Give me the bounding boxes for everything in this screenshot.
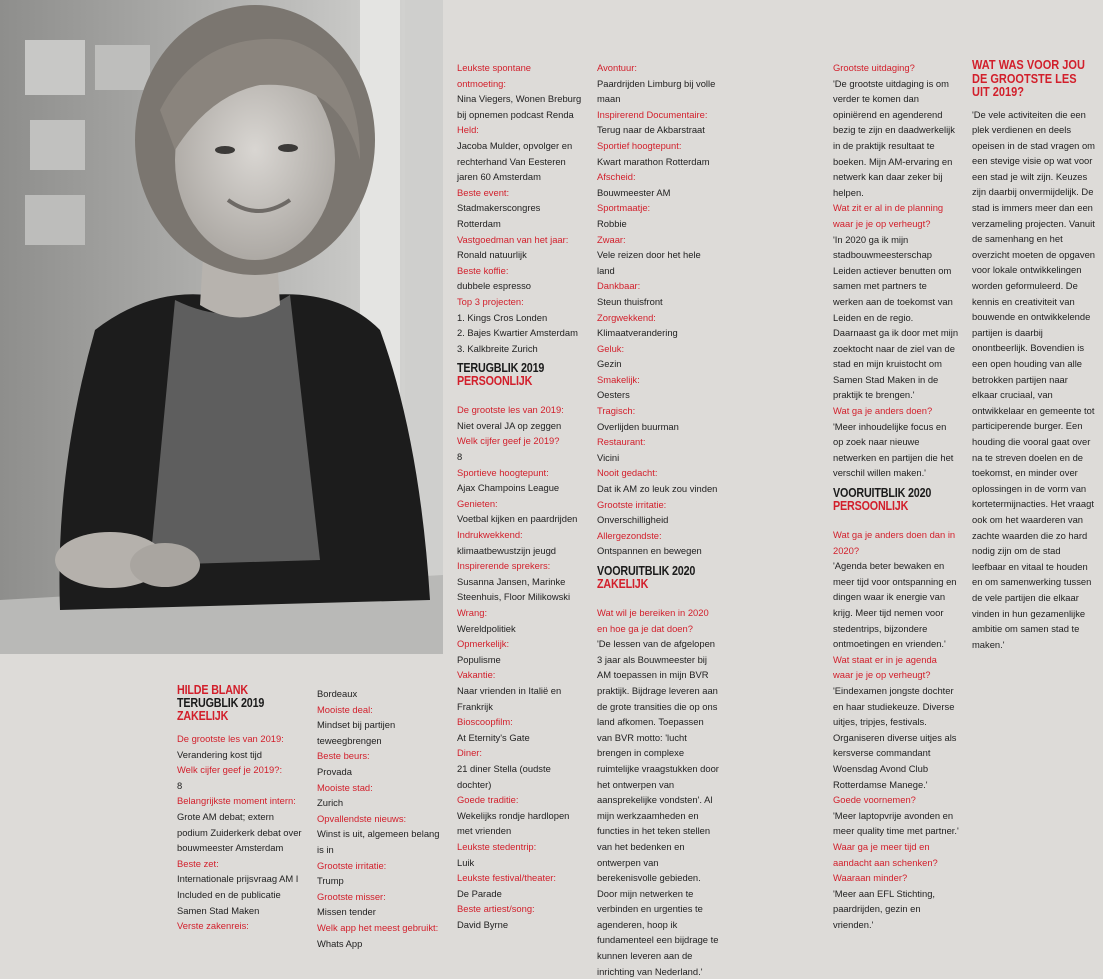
question-label: Mooiste deal:	[317, 703, 373, 715]
question-label: De grootste les van 2019:	[177, 733, 284, 744]
answer-text: Steun thuisfront	[597, 295, 663, 307]
answer-text: 'Agenda beter bewaken en meer tijd voor ontspanning en dingen waar ik energie van krijg. Meer tijd nemen voor stedentrips, bijzondere ontmoetingen en vrienden.'	[833, 560, 957, 650]
column-3-items-bottom	[457, 402, 582, 932]
answer-text: Bouwmeester AM	[597, 186, 671, 198]
question-label: Grootste irritatie:	[317, 859, 387, 871]
question-label: Welk app het meest gebruikt:	[317, 921, 439, 933]
answer-text: klimaatbewustzijn jeugd	[457, 544, 557, 556]
answer-text: Trump	[317, 875, 344, 887]
answer-text: 'Meer aan EFL Stichting, paardrijden, gezin en vrienden.'	[833, 887, 936, 930]
question-label: Diner:	[457, 747, 483, 759]
column-2	[317, 686, 445, 951]
answer-text: 8	[457, 451, 463, 463]
column-5	[833, 60, 959, 932]
lead-answer: Bordeaux	[317, 688, 358, 699]
question-label: Smakelijk:	[597, 373, 640, 385]
answer-text: Naar vrienden in Italië en Frankrijk	[457, 684, 562, 712]
question-label: Wat ga je anders doen dan in 2020?	[833, 529, 956, 556]
question-label: Leukste stedentrip:	[457, 840, 537, 852]
section-title: VOORUITBLIK 2020	[597, 564, 696, 578]
question-label: Verste zakenreis:	[177, 920, 249, 932]
answer-text: Niet overal JA op zeggen	[457, 419, 562, 431]
answer-text: Kwart marathon Rotterdam	[597, 155, 710, 167]
answer-text: Paardrijden Limburg bij volle maan	[597, 77, 716, 105]
question-label: Sportmaatje:	[597, 202, 651, 214]
answer-text: Susanna Jansen, Marinke Steenhuis, Floor Milikowski	[457, 575, 571, 603]
answer-text: Whats App	[317, 937, 363, 949]
question-label: Allergezondste:	[597, 529, 662, 541]
section-vooruitblik-persoonlijk	[833, 487, 959, 513]
section-title: TERUGBLIK 2019	[457, 361, 545, 376]
answer-text: Ajax Champoins League	[457, 482, 560, 494]
section-subtitle: PERSOONLIJK	[833, 499, 909, 514]
question-label: Opvallendste nieuws:	[317, 812, 407, 824]
question-label: Indrukwekkend:	[457, 529, 523, 541]
answer-text: At Eternity's Gate	[457, 731, 530, 743]
portrait-illustration	[0, 0, 443, 654]
answer-text: 21 diner Stella (oudste dochter)	[457, 762, 551, 790]
answer-text: 'De grootste uitdaging is om verder te komen dan opiniërend en agenderend bezig te zijn en daadwerkelijk in de praktijk resultaat te boeken. Mijn AM-ervaring en netwerk kan daar zeker bij helpen.	[833, 77, 955, 198]
answer-text: Verandering kost tijd	[177, 748, 262, 760]
answer-text: Luik	[457, 856, 475, 868]
answer-text: Mindset bij partijen teweegbrengen	[317, 719, 396, 746]
column-1-header	[177, 684, 302, 723]
answer-text: dubbele espresso	[457, 280, 532, 292]
question-label: Grootste misser:	[317, 890, 386, 902]
answer-line: 1. Kings Cros Londen	[457, 311, 548, 323]
question-label: Bioscoopfilm:	[457, 716, 513, 728]
question-label: Belangrijkste moment intern:	[177, 795, 296, 807]
answer-text: 'Meer laptopvrije avonden en meer quality time met partner.'	[833, 809, 959, 837]
answer-text: 'Eindexamen jongste dochter en haar studiekeuze. Diverse uitjes, tripjes, festivals. Organiseren diverse uitjes als kersverse commandant Woensdag Avond Club Rotterdamse Manege.'	[833, 684, 957, 790]
column-5-items-top	[833, 60, 959, 481]
answer-text: Ronald natuurlijk	[457, 249, 527, 261]
question-label: Wat ga je anders doen?	[833, 405, 933, 417]
column-3-items-top	[457, 60, 582, 356]
answer-text: Winst is uit, algemeen belang is in	[317, 828, 440, 855]
question-label: Geluk:	[597, 342, 625, 354]
answer-text: Voetbal kijken en paardrijden	[457, 513, 578, 525]
answer-text: Ontspannen en bewegen	[597, 545, 702, 557]
answer-text: Overlijden buurman	[597, 420, 679, 432]
question-label: Top 3 projecten:	[457, 295, 524, 307]
answer-text: 'Meer inhoudelijke focus en op zoek naar nieuwe netwerken en partijen die het verschil willen maken.'	[833, 420, 954, 479]
question-label: Wrang:	[457, 607, 488, 618]
question-label: Welk cijfer geef je 2019?:	[177, 764, 283, 776]
question-label: Beste beurs:	[317, 750, 370, 762]
question-label: Restaurant:	[597, 436, 646, 448]
header-zakelijk: ZAKELIJK	[177, 709, 229, 723]
section-subtitle: ZAKELIJK	[597, 577, 649, 591]
question-label: Inspirerende sprekers:	[457, 560, 551, 572]
answer-text: 8	[177, 779, 183, 791]
question-label: Wat zit er al in de planning waar je je op verheugt?	[833, 202, 944, 229]
section-vooruitblik-zakelijk	[597, 565, 721, 591]
question-label: Goede traditie:	[457, 794, 519, 806]
question-label: Waar ga je meer tijd en aandacht aan schenken? Waaraan minder?	[833, 840, 938, 884]
answer-text: Gezin	[597, 358, 622, 370]
question-label: Mooiste stad:	[317, 781, 373, 793]
answer-text: Jacoba Mulder, opvolger en rechterhand Van Eesteren jaren 60 Amsterdam	[457, 139, 573, 183]
question-label: Tragisch:	[597, 405, 636, 417]
column-4-items-top	[597, 60, 721, 559]
column-4	[597, 60, 721, 979]
column-5-items-bottom	[833, 527, 959, 932]
question-label: Genieten:	[457, 497, 498, 509]
question-label: Sportieve hoogtepunt:	[457, 466, 549, 478]
person-name: HILDE BLANK	[177, 683, 248, 697]
question-label: Sportief hoogtepunt:	[597, 139, 682, 151]
portrait-photo	[0, 0, 443, 654]
question-label: Wat staat er in je agenda waar je je op verheugt?	[833, 653, 937, 681]
answer-text: Stadmakerscongres Rotterdam	[457, 202, 541, 229]
question-label: De grootste les van 2019:	[457, 404, 564, 416]
question-label: Grootste irritatie:	[597, 498, 667, 510]
question-label: Grootste uitdaging?	[833, 62, 915, 73]
header-terugblik: TERUGBLIK 2019	[177, 696, 265, 710]
answer-text: Vicini	[597, 451, 620, 463]
question-label: Zwaar:	[597, 233, 626, 245]
question-label: Beste event:	[457, 186, 510, 198]
section-title: VOORUITBLIK 2020	[833, 486, 932, 501]
answer-text: 'De lessen van de afgelopen 3 jaar als Bouwmeester bij AM toepassen in mijn BVR praktijk. Bijdrage leveren aan de grote transities die op ons land afkomen. Toepassen van BVR motto: 'lucht brengen in complexe ruimtelijke vraagstukken door het ontwerpen van aansprekelijke vondsten'. Al mijn werkzaamheden en functies in het teken stellen van het bedenken en ontwerpen van berekenisvolle gebieden. Door mijn netwerken te verbinden en urgenties te agenderen, hoop ik fundamenteel een bijdrage te kunnen leveren aan de inrichting van Nederland.'	[597, 638, 719, 977]
question-label: Held:	[457, 124, 479, 136]
answer-text: Populisme	[457, 653, 501, 665]
question-label: Wat wil je bereiken in 2020 en hoe ga je dat doen?	[597, 607, 709, 634]
answer-text: Provada	[317, 765, 352, 777]
section-subtitle: PERSOONLIJK	[457, 374, 533, 389]
answer-text: Zurich	[317, 797, 344, 809]
question-label: Welk cijfer geef je 2019?	[457, 435, 560, 447]
answer-line: 3. Kalkbreite Zurich	[457, 342, 538, 354]
answer-text: Klimaatverandering	[597, 327, 678, 339]
question-label: Leukste festival/theater:	[457, 872, 557, 884]
answer-text: Internationale prijsvraag AM I Included en de publicatie Samen Stad Maken	[177, 873, 299, 916]
answer-line: 2. Bajes Kwartier Amsterdam	[457, 327, 578, 339]
question-label: Leukste spontane ontmoeting:	[457, 62, 532, 89]
column-1	[177, 684, 302, 934]
column-1-items	[177, 731, 302, 934]
question-label: Avontuur:	[597, 62, 637, 73]
question-label: Afscheid:	[597, 171, 636, 183]
answer-text: 'In 2020 ga ik mijn stadbouwmeesterschap Leiden actiever benutten om samen met partners te werken aan de toekomst van Leiden en de regio. Daarnaast ga ik door met mijn zoektocht naar de ziel van de stad en mijn kruistocht om Samen Stad Maken in de praktijk te brengen.'	[833, 233, 959, 401]
answer-text: David Byrne	[457, 918, 509, 930]
answer-text: Vele reizen door het hele land	[597, 249, 701, 276]
column-4-items-bottom	[597, 605, 721, 979]
question-label: Dankbaar:	[597, 280, 641, 292]
answer-text: Robbie	[597, 217, 627, 229]
question-label: Inspirerend Documentaire:	[597, 108, 708, 120]
question-label: Beste zet:	[177, 857, 219, 869]
answer-text: Grote AM debat; extern podium Zuiderkerk debat over bouwmeester Amsterdam	[177, 810, 302, 854]
answer-text: De Parade	[457, 887, 502, 899]
answer-text: Missen tender	[317, 906, 376, 918]
answer-text: Wereldpolitiek	[457, 622, 516, 634]
question-label: Beste koffie:	[457, 264, 509, 276]
question-label: Zorgwekkend:	[597, 311, 656, 323]
section-terugblik-persoonlijk	[457, 362, 582, 388]
question-label: Vakantie:	[457, 669, 496, 681]
answer-text: Terug naar de Akbarstraat	[597, 124, 705, 136]
column-6	[972, 58, 1096, 652]
answer-text: Onverschilligheid	[597, 514, 669, 526]
question-label: Beste artiest/song:	[457, 903, 535, 915]
question-label: Nooit gedacht:	[597, 467, 658, 479]
question-label: Opmerkelijk:	[457, 638, 510, 650]
answer-text: Nina Viegers, Wonen Breburg bij opnemen podcast Renda	[457, 93, 582, 120]
question-label: Goede voornemen?	[833, 794, 916, 806]
answer-text: Wekelijks rondje hardlopen met vrienden	[457, 809, 570, 837]
answer-text: Dat ik AM zo leuk zou vinden	[597, 483, 718, 495]
answer-text: Oesters	[597, 389, 630, 401]
question-label: Vastgoedman van het jaar:	[457, 233, 569, 245]
column-3	[457, 60, 582, 932]
les-title: WAT WAS VOOR JOU DE GROOTSTE LES UIT 2019?	[972, 57, 1085, 99]
les-text: 'De vele activiteiten die een plek verdienen en deels opeisen in de stad vragen om een stevige visie op wat voor een stad je wilt zijn. Keuzes zijn daarbij onvermijdelijk. De stad is immers meer dan een verzameling projecten. Vanuit de samenhang en het overzicht moeten de opgaven voor lokale ontwikkelingen worden geformuleerd. De kennis en creativiteit van bouwende en ontwikkelende partijen is daarbij onontbeerlijk. Bovendien is een open houding van alle betrokken partijen naar elkaar cruciaal, van ontwikkelaar en gemeente tot participerende burger. Een houding die vooral gaat over na te streven doelen en de toekomst, en minder over oplossingen in de vorm van kortetermijnacties. Het vraagt ook om het waarderen van zachte waarden die zo hard nodig zijn om de stad leefbaar en vitaal te houden en om samenwerking tussen de vele partijen die elkaar vinden in hun gezamenlijke ambitie om samen stad te maken.'	[972, 108, 1095, 650]
column-2-items	[317, 702, 445, 952]
